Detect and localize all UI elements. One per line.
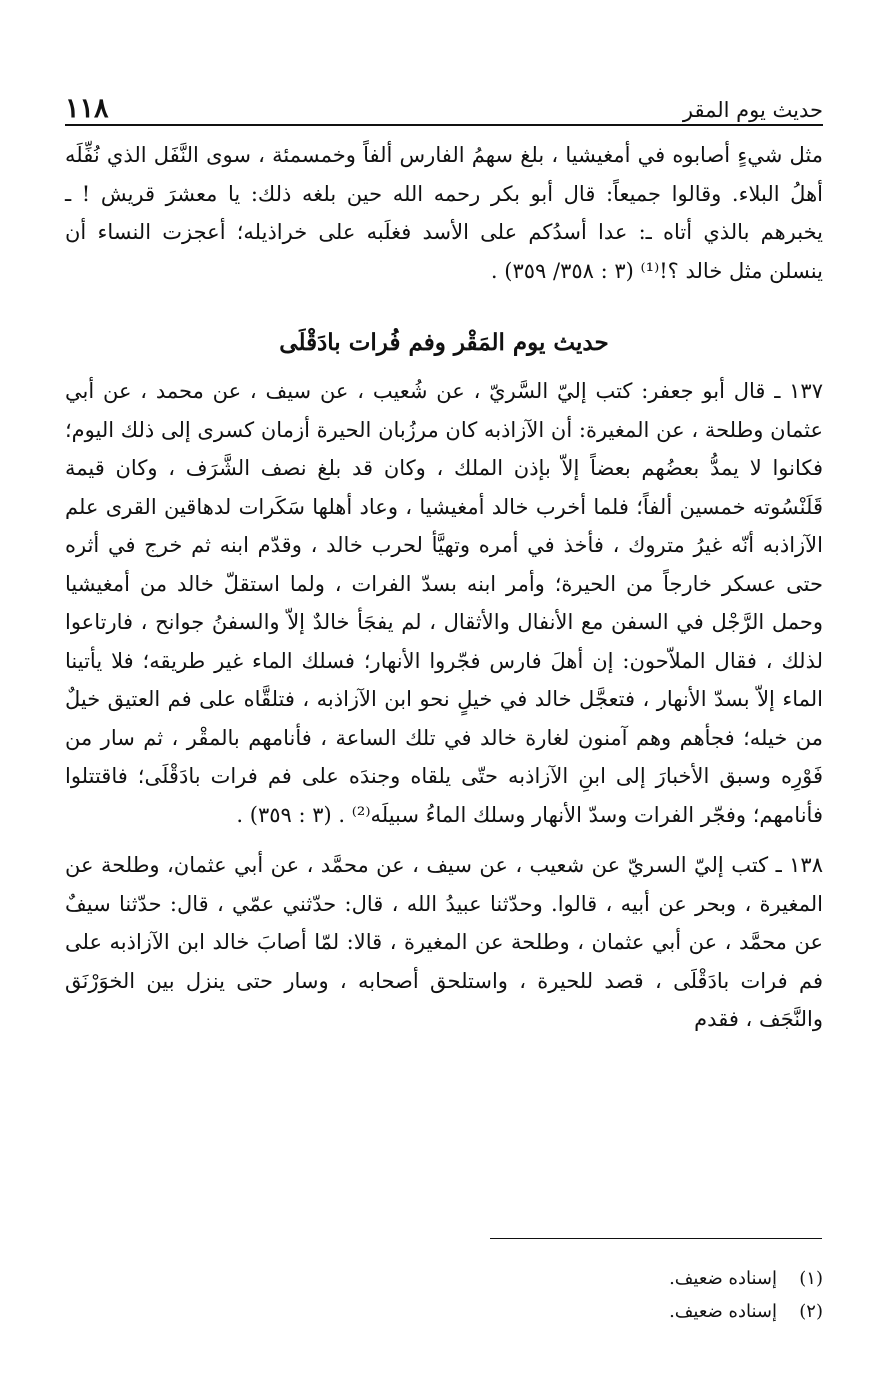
page-header bbox=[65, 84, 823, 124]
paragraph-137: ١٣٧ ـ قال أبو جعفر: كتب إليّ السَّريّ ، عن شُعيب ، عن سيف ، عن محمد ، عن أبي عثمان وطلحة ، عن المغيرة: أن الآزاذبه كان مرزُبان الحيرة أزمان كسرى إلى ذلك اليوم؛ فكانوا لا يمدُّ بعضُهم بعضاً إلاّ بإذن الملك ، وكان قد بلغ نصف الشَّرَف ، وكان قيمة قَلَنْسُوته خمسين ألفاً؛ فلما أخرب خالد أمغيشيا ، وعاد أهلها سَكَرات لدهاقين القرى علم الآزاذبه أنّه غيرُ متروك ، فأخذ في أمره وتهيَّأ لحرب خالد ، وقدّم ابنه ثم خرج في أثره حتى عسكر خارجاً من الحيرة؛ وأمر ابنه بسدّ الفرات ، ولما استقلّ خالد من أمغيشيا وحمل الرَّجْل في السفن مع الأنفال والأثقال ، لم يفجَأ خالدٌ إلاّ والسفنُ جوانح ، فارتاعوا لذلك ، فقال الملاّحون: إن أهلَ فارس فجّروا الأنهار؛ فسلك الماء غير طريقه؛ فلا يأتينا الماء إلاّ بسدّ الأنهار ، فتعجَّل خالد في خيلٍ نحو ابن الآزاذبه ، فتلقَّاه على فم العتيق خيلٌ من خيله؛ فجأهم وهم آمنون لغارة خالد في تلك الساعة ، فأنامهم بالمقْر ، ثم سار من فَوْرِه وسبق الأخبارَ إلى ابنِ الآزاذبه حتّى يلقاه وجندَه على فم فرات بادَقْلَى؛ فاقتتلوا فأنامهم؛ وفجّر الفرات وسدّ الأنهار وسلك الماءُ سبيلَه⁽²⁾ . (٣ : ٣٥٩) . bbox=[65, 379, 823, 827]
paragraph-gap bbox=[65, 834, 823, 846]
footnote-text: إسناده ضعيف. bbox=[669, 1301, 777, 1322]
footnote-number: (١) bbox=[799, 1268, 823, 1289]
footnote-text: إسناده ضعيف. bbox=[669, 1268, 777, 1289]
footnote-number: (٢) bbox=[799, 1301, 823, 1322]
running-title: حديث يوم المقر bbox=[682, 98, 823, 122]
page-number: ١١٨ bbox=[65, 93, 109, 124]
intro-paragraph: مثل شيءٍ أصابوه في أمغيشيا ، بلغ سهمُ الفارس ألفاً وخمسمئة ، سوى النَّفَل الذي نُفِّلَه أهلُ البلاء. وقالوا جميعاً: قال أبو بكر رحمه الله حين بلغه ذلك: يا معشرَ قريش ! ـ يخبرهم بالذي أتاه ـ: عدا أسدُكم على الأسد فغلَبه على خراذيله؛ أعجزت النساء أن ينسلن مثل خالد ؟!⁽¹⁾ (٣ : ٣٥٨/ ٣٥٩) . bbox=[65, 143, 823, 283]
footnote-item bbox=[65, 1262, 823, 1295]
footnotes bbox=[65, 1262, 823, 1328]
main-text bbox=[65, 136, 823, 1039]
footnote-divider bbox=[490, 1238, 822, 1239]
header-divider bbox=[65, 124, 823, 126]
paragraph-138: ١٣٨ ـ كتب إليّ السريّ عن شعيب ، عن سيف ، عن محمَّد ، عن أبي عثمان، وطلحة عن المغيرة ، وبحر عن أبيه ، قالوا. وحدّثنا عبيدُ الله ، قال: حدّثني عمّي ، قال: حدّثنا سيفٌ عن محمَّد ، عن أبي عثمان ، وطلحة عن المغيرة ، قالا: لمّا أصابَ خالد ابن الآزاذبه على فم فرات بادَقْلَى ، قصد للحيرة ، واستلحق أصحابه ، وسار حتى ينزل بين الخوَرْنَق والنَّجَف ، فقدم bbox=[65, 853, 823, 1031]
section-title: حديث يوم المَقْر وفم فُرات بادَقْلَى bbox=[279, 329, 609, 356]
footnote-item bbox=[65, 1295, 823, 1328]
